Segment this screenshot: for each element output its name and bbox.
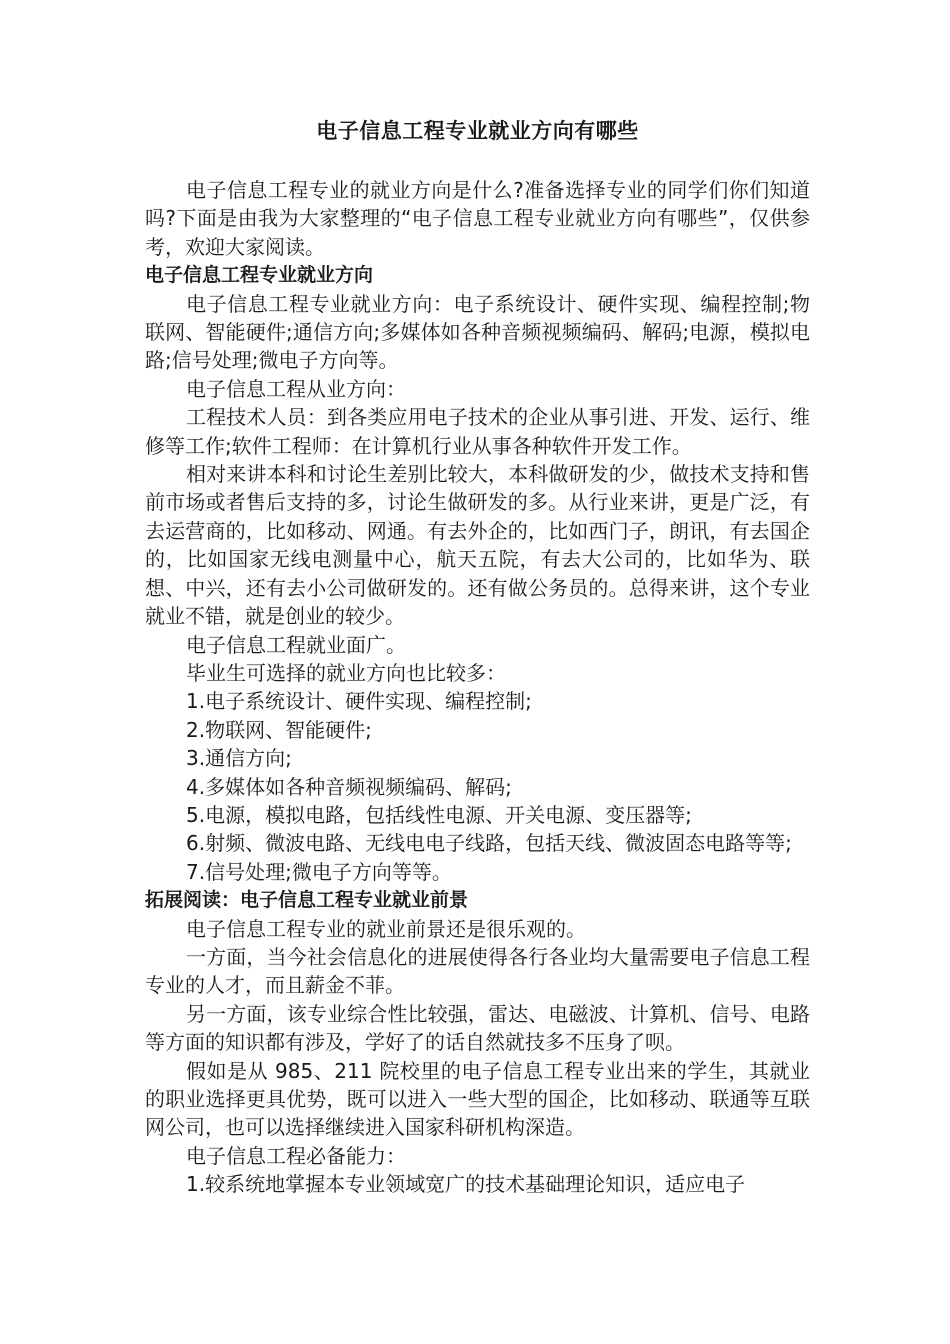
paragraph: 电子信息工程从业方向： [186, 376, 406, 401]
paragraph-intro: 电子信息工程专业的就业方向是什么?准备选择专业的同学们你们知道吗?下面是由我为大家整理的“电子信息工程专业就业方向有哪些”，仅供参考，欢迎大家阅读。 [145, 178, 810, 259]
paragraph: 毕业生可选择的就业方向也比较多： [186, 660, 506, 685]
document-page [145, 114, 810, 1199]
paragraph: 工程技术人员：到各类应用电子技术的企业从事引进、开发、运行、维修等工作;软件工程师：在计算机行业从事各种软件开发工作。 [145, 405, 810, 458]
list-item: 6.射频、微波电路、无线电电子线路，包括天线、微波固态电路等等; [186, 831, 792, 856]
list-item: 4.多媒体如各种音频视频编码、解码; [186, 774, 512, 799]
list-item: 3.通信方向; [186, 746, 292, 771]
list-item: 7.信号处理;微电子方向等等。 [186, 859, 452, 884]
paragraph: 假如是从 985、211 院校里的电子信息工程专业出来的学生，其就业的职业选择更具优势，既可以进入一些大型的国企，比如移动、联通等互联网公司，也可以选择继续进入国家科研机构深造。 [145, 1058, 810, 1140]
list-item: 5.电源，模拟电路，包括线性电源、开关电源、变压器等; [186, 802, 692, 827]
paragraph: 电子信息工程就业面广。 [186, 632, 406, 657]
paragraph: 相对来讲本科和讨论生差别比较大，本科做研发的少，做技术支持和售前市场或者售后支持的多，讨论生做研发的多。从行业来讲，更是广泛，有去运营商的，比如移动、网通。有去外企的，比如西门子，朗讯，有去国企的，比如国家无线电测量中心，航天五院，有去大公司的，比如华为、联想、中兴，还有去小公司做研发的。还有做公务员的。总得来讲，这个专业就业不错，就是创业的较少。 [145, 462, 810, 629]
list-item: 1.较系统地掌握本专业领域宽广的技术基础理论知识，适应电子 [186, 1172, 746, 1197]
paragraph: 另一方面，该专业综合性比较强，雷达、电磁波、计算机、信号、电路等方面的知识都有涉及，学好了的话自然就技多不压身了呗。 [145, 1001, 810, 1055]
paragraph: 一方面，当今社会信息化的进展使得各行各业均大量需要电子信息工程专业的人才，而且薪金不菲。 [145, 944, 810, 998]
section-heading: 拓展阅读：电子信息工程专业就业前景 [145, 889, 469, 912]
list-item: 2.物联网、智能硬件; [186, 717, 372, 742]
document-title: 电子信息工程专业就业方向有哪些 [316, 119, 639, 143]
paragraph: 电子信息工程专业的就业前景还是很乐观的。 [186, 916, 586, 941]
section-heading: 电子信息工程专业就业方向 [145, 264, 374, 287]
paragraph: 电子信息工程专业就业方向：电子系统设计、硬件实现、编程控制;物联网、智能硬件;通信方向;多媒体如各种音频视频编码、解码;电源，模拟电路;信号处理;微电子方向等。 [145, 291, 810, 373]
list-item: 1.电子系统设计、硬件实现、编程控制; [186, 689, 532, 714]
paragraph: 电子信息工程必备能力： [186, 1143, 406, 1168]
